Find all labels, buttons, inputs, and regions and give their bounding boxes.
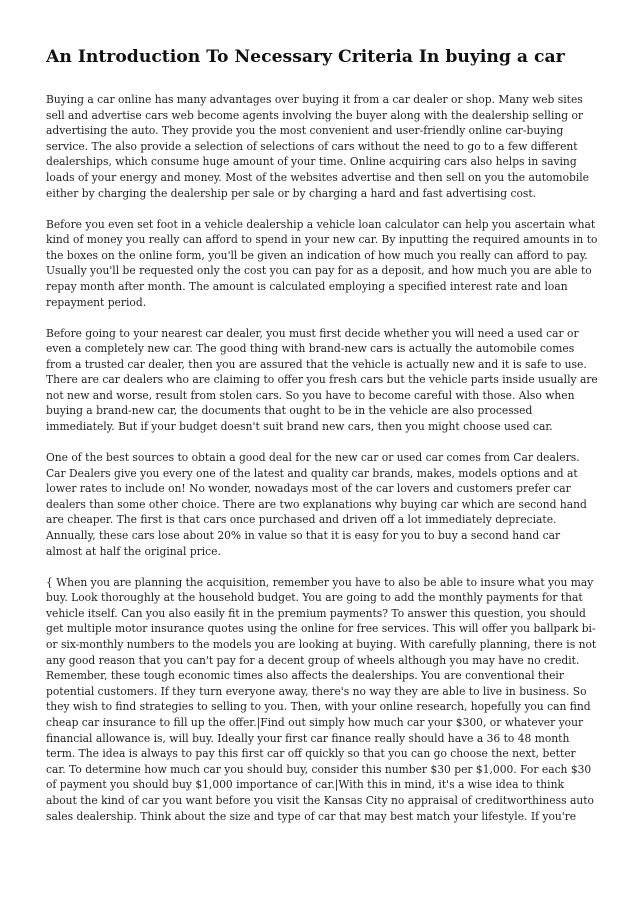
paragraph-1: Buying a car online has many advantages over buying it from a car dealer or shop. Many web sites sell and advertise cars web become agents involving the buyer along with the dealership selling or advertising the auto. They provide you the most convenient and user-friendly online car-buying service. The also provide a selection of selections of cars without the need to go to a few different dealerships, which consume huge amount of your time. Online acquiring cars also helps in saving loads of your energy and money. Most of the websites advertise and then sell on you the automobile either by charging the dealership per sale or by charging a hard and fast advertising cost. (46, 93, 590, 200)
document-title: An Introduction To Necessary Criteria In buying a car (46, 47, 565, 67)
paragraph-3: Before going to your nearest car dealer, you must first decide whether you will need a used car or even a completely new car. The good thing with brand-new cars is actually the automobile comes from a trusted car dealer, then you are assured that the vehicle is actually new and it is safe to use. There are car dealers who are claiming to offer you fresh cars but the vehicle parts inside usually are not new and worse, result from stolen cars. So you have to become careful with those. Also when buying a brand-new car, the documents that ought to be in the vehicle are also processed immediately. But if your budget doesn't suit brand new cars, then you might choose used car. (46, 326, 598, 434)
document-page (46, 46, 598, 839)
paragraph-2: Before you even set foot in a vehicle dealership a vehicle loan calculator can help you ascertain what kind of money you really can afford to spend in your new car. By inputting the required amounts in to the boxes on the online form, you'll be given an indication of how much you really can afford to pay. Usually you'll be requested only the cost you can pay for as a deposit, and how much you are able to repay month after month. The amount is calculated employing a specified interest rate and loan repayment period. (46, 217, 598, 309)
paragraph-4: One of the best sources to obtain a good deal for the new car or used car comes from Car dealers. Car Dealers give you every one of the latest and quality car brands, makes, models options and at lower rates to include on! No wonder, nowadays most of the car lovers and customers prefer car dealers than some other choice. There are two explanations why buying car which are second hand are cheaper. The first is that cars once purchased and driven off a lot immediately depreciate. Annually, these cars lose about 20% in value so that it is easy for you to buy a second hand car almost at half the original price. (46, 451, 587, 558)
paragraph-5: { When you are planning the acquisition, remember you have to also be able to insure what you may buy. Look thoroughly at the household budget. You are going to add the monthly payments for that vehicle itself. Can you also easily fit in the premium payments? To answer this question, you should get multiple motor insurance quotes using the online for free services. This will offer you ballpark bi- or six-monthly numbers to the models you are looking at buying. With carefully planning, there is not any good reason that you can't pay for a decent group of wheels although you may have no credit. Remember, these tough economic times also affects the dealerships. You are conventional their potential customers. If they turn everyone away, there's no way they are able to live in business. So they wish to find strategies to selling to you. Then, with your online research, hopefully you can find cheap car insurance to fill up the offer.|Find out simply how much car your $300, or whatever your financial allowance is, will buy. Ideally your first car finance really should have a 36 to 48 month term. The idea is always to pay this first car off quickly so that you can go choose the next, better car. To determine how much car you should buy, consider this number $30 per $1,000. For each $30 of payment you should buy $1,000 importance of car.|With this in mind, it's a wise idea to think about the kind of car you want before you visit the Kansas City no appraisal of creditworthiness auto sales dealership. Think about the size and type of car that may best match your lifestyle. If you're (46, 575, 597, 823)
